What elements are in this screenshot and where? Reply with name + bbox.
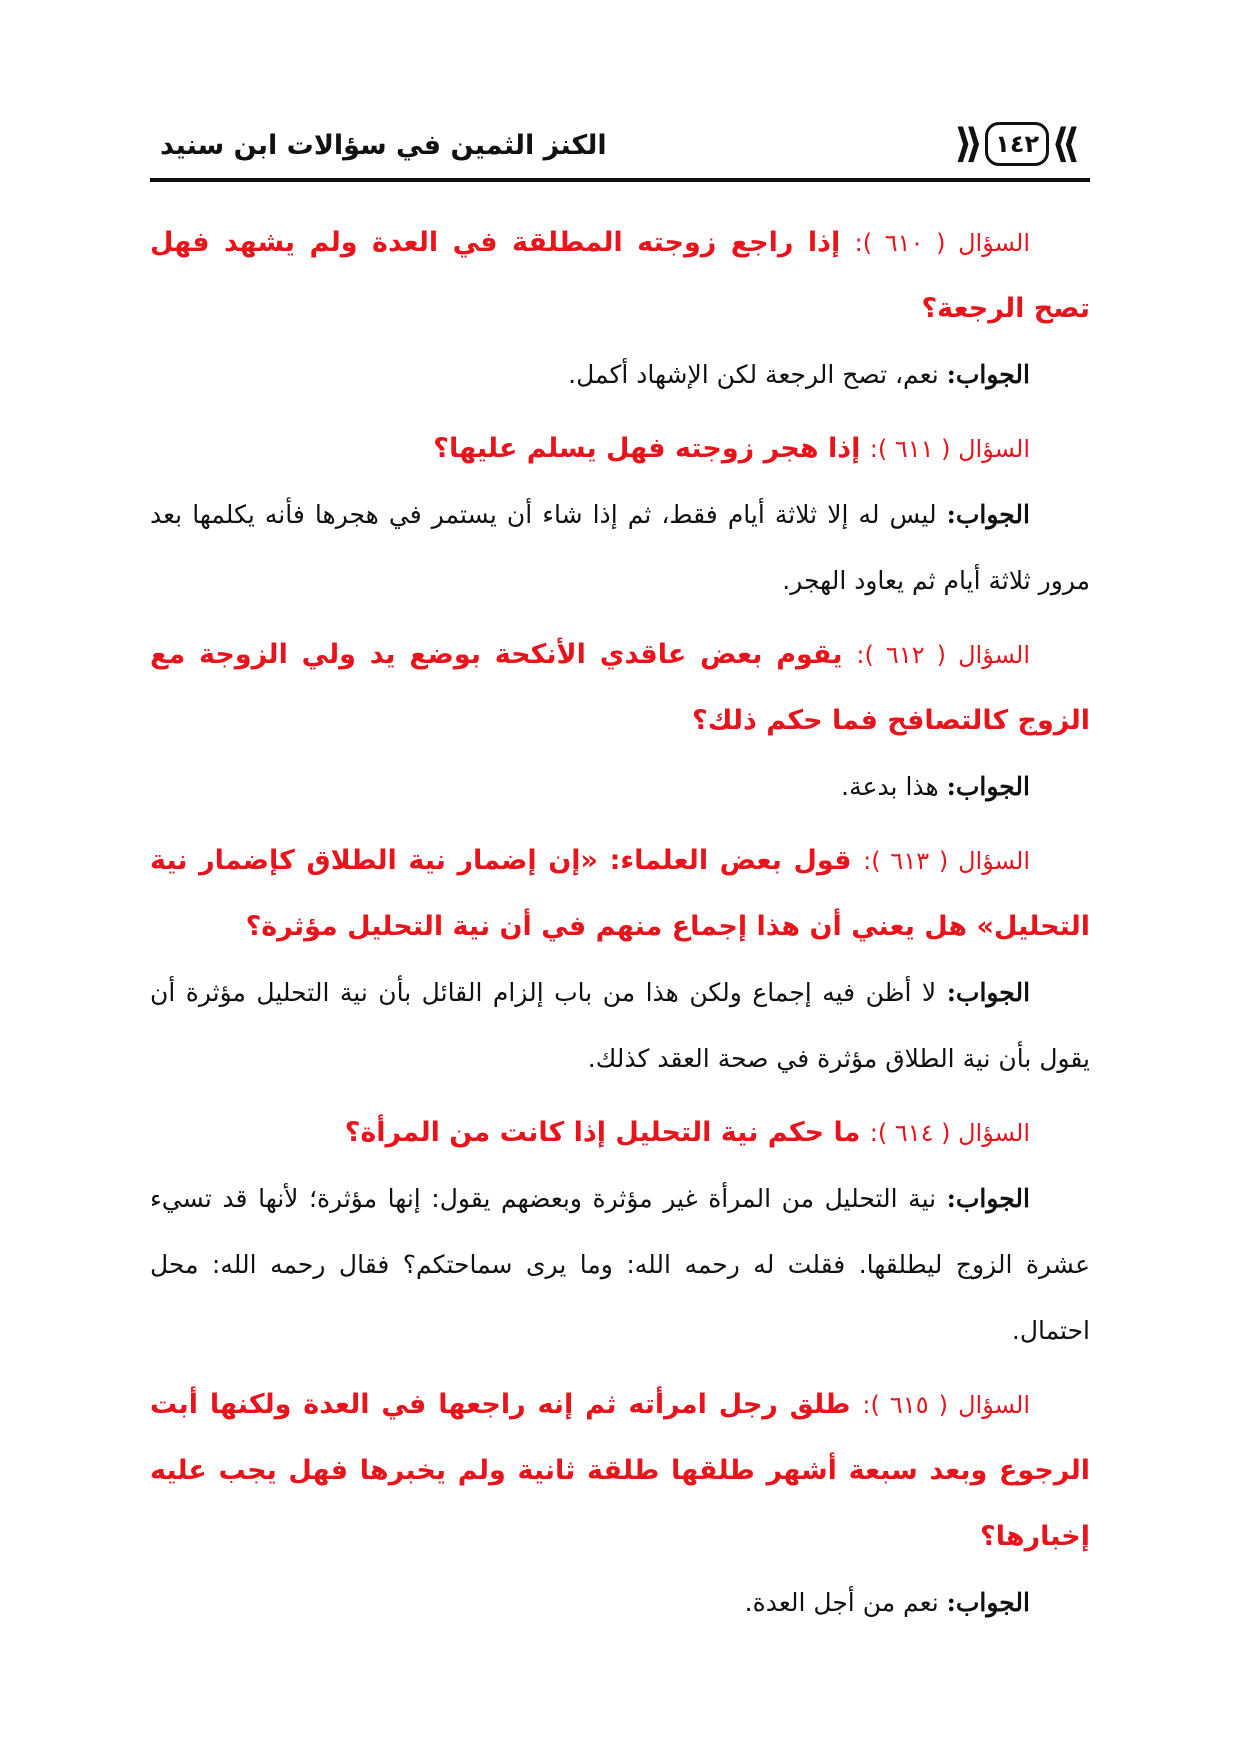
answer-label: الجواب: (946, 1588, 1030, 1617)
question-text: إذا راجع زوجته المطلقة في العدة ولم يشهد فهل تصح الرجعة؟ (150, 227, 1090, 324)
question-label: السؤال ( ٦١١ ): (869, 435, 1030, 463)
question-label: السؤال ( ٦١٢ ): (856, 641, 1031, 669)
question-label: السؤال ( ٦١٤ ): (869, 1119, 1030, 1147)
answer-text: ليس له إلا ثلاثة أيام فقط، ثم إذا شاء أن يستمر في هجرها فأنه يكلمها بعد مرور ثلاثة أيام ثم يعاود الهجر. (150, 500, 1090, 595)
qa-item-611 (150, 416, 1090, 614)
answer (150, 482, 1090, 614)
answer-label: الجواب: (946, 978, 1031, 1007)
answer-label: الجواب: (946, 360, 1030, 389)
qa-item-613 (150, 828, 1090, 1092)
answer-text: لا أظن فيه إجماع ولكن هذا من باب إلزام القائل بأن نية التحليل مؤثرة أن يقول بأن نية الطلاق مؤثرة في صحة العقد كذلك. (150, 978, 1090, 1073)
answer-label: الجواب: (946, 500, 1030, 529)
page-body (150, 210, 1090, 1644)
question-label: السؤال ( ٦١٠ ): (854, 229, 1031, 257)
page-number: ١٤٢ (985, 122, 1049, 166)
question (150, 828, 1090, 960)
answer-text: نعم من أجل العدة. (744, 1588, 939, 1617)
question (150, 416, 1090, 482)
answer-text: هذا بدعة. (841, 772, 939, 801)
book-title: الكنز الثمين في سؤالات ابن سنيد (160, 130, 607, 161)
qa-item-612 (150, 622, 1090, 820)
question (150, 210, 1090, 342)
question-text: يقوم بعض عاقدي الأنكحة بوضع يد ولي الزوجة مع الزوج كالتصافح فما حكم ذلك؟ (150, 639, 1090, 736)
answer (150, 1166, 1090, 1364)
answer-label: الجواب: (946, 772, 1030, 801)
answer (150, 342, 1090, 408)
qa-item-614 (150, 1100, 1090, 1364)
question-text: إذا هجر زوجته فهل يسلم عليها؟ (433, 433, 861, 464)
qa-item-615 (150, 1372, 1090, 1636)
page-number-box (954, 122, 1080, 166)
question (150, 622, 1090, 754)
question (150, 1372, 1090, 1570)
answer-text: نعم، تصح الرجعة لكن الإشهاد أكمل. (568, 360, 939, 389)
right-bracket-ornament: ⟫ (954, 121, 984, 167)
qa-item-610 (150, 210, 1090, 408)
answer-text: نية التحليل من المرأة غير مؤثرة وبعضهم يقول: إنها مؤثرة؛ لأنها قد تسيء عشرة الزوج ليطلقها. فقلت له رحمه الله: وما يرى سماحتكم؟ فقال رحمه الله: محل احتمال. (150, 1184, 1090, 1345)
answer (150, 1570, 1090, 1636)
question-label: السؤال ( ٦١٣ ): (863, 847, 1031, 875)
question (150, 1100, 1090, 1166)
page-header (150, 110, 1090, 182)
question-text: ما حكم نية التحليل إذا كانت من المرأة؟ (344, 1117, 861, 1148)
question-text: طلق رجل امرأته ثم إنه راجعها في العدة ولكنها أبت الرجوع وبعد سبعة أشهر طلقها طلقة ثانية ولم يخبرها فهل يجب عليه إخبارها؟ (150, 1389, 1090, 1552)
answer (150, 754, 1090, 820)
answer (150, 960, 1090, 1092)
answer-label: الجواب: (946, 1184, 1030, 1213)
header-divider (150, 178, 1090, 182)
question-text: قول بعض العلماء: «إن إضمار نية الطلاق كإضمار نية التحليل» هل يعني أن هذا إجماع منهم في أن نية التحليل مؤثرة؟ (150, 845, 1090, 942)
question-label: السؤال ( ٦١٥ ): (862, 1391, 1031, 1419)
left-bracket-ornament: ⟪ (1051, 121, 1080, 167)
